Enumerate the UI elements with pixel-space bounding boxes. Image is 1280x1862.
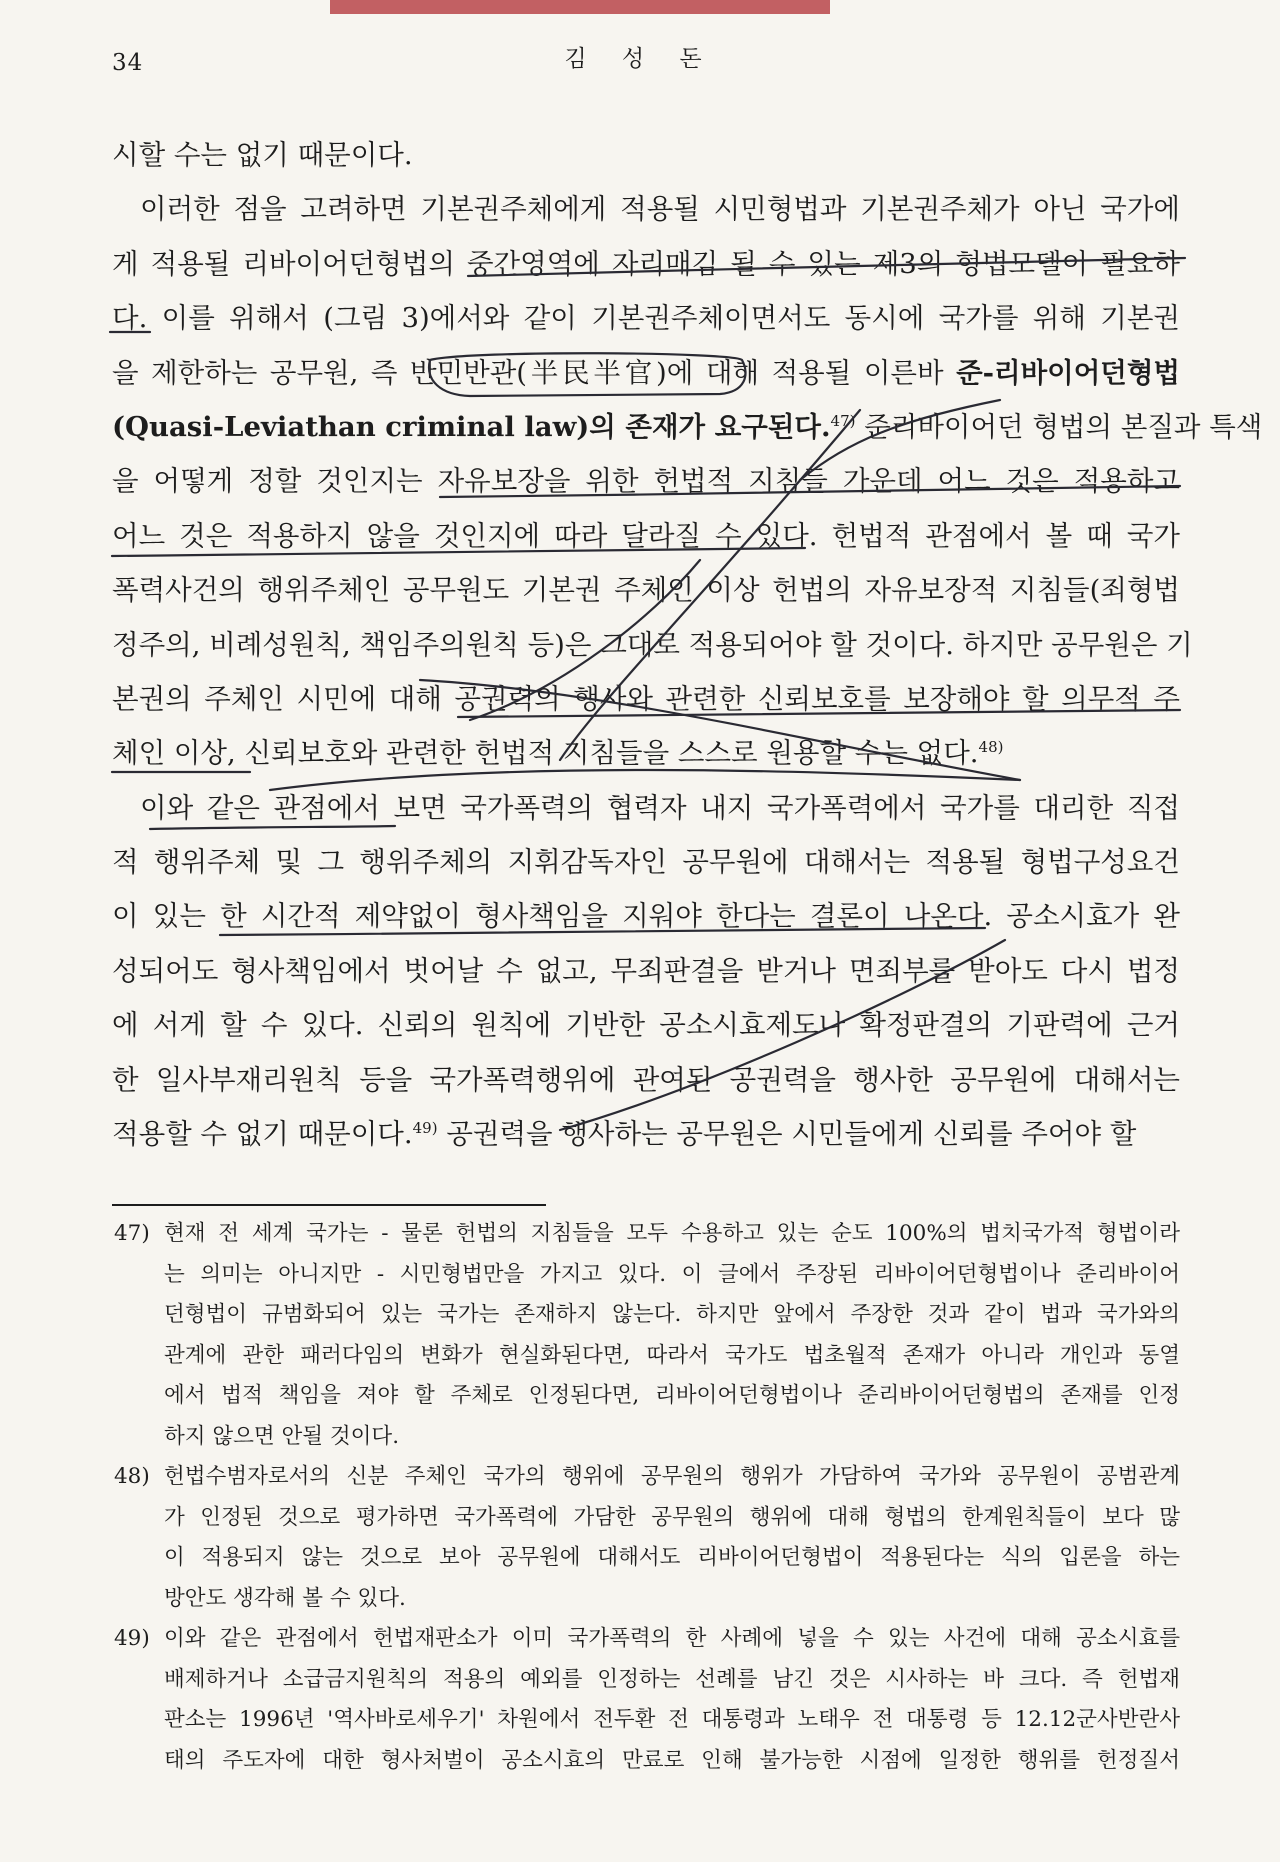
body-line-text: 을 제한하는 공무원, 즉 반민반관(半民半官)에 대해 적용될 이른바 — [112, 356, 957, 389]
body-line — [112, 726, 1180, 780]
body-line: 어느 것은 적용하지 않을 것인지에 따라 달라질 수 있다. 헌법적 관점에서 볼 때 국가 — [112, 519, 1180, 552]
footnote-line: 에서 법적 책임을 져야 할 주체로 인정된다면, 리바이어던형법이나 준리바이어던형법의 존재를 인정 — [164, 1383, 1180, 1408]
body-line: 시할 수는 없기 때문이다. — [112, 139, 413, 171]
body-line — [112, 400, 1263, 454]
body-line: 을 어떻게 정할 것인지는 자유보장을 위한 헌법적 지침들 가운데 어느 것은 적용하고 — [112, 465, 1180, 498]
footnote-line: 관계에 관한 패러다임의 변화가 현실화된다면, 따라서 국가도 법초월적 존재가 아니라 개인과 동열 — [164, 1342, 1180, 1368]
footnote-line: 현재 전 세계 국가는 - 물론 헌법의 지침들을 모두 수용하고 있는 순도 100%의 법치국가적 형법이라 — [164, 1221, 1180, 1246]
body-line: 에 서게 할 수 있다. 신뢰의 원칙에 기반한 공소시효제도나 확정판결의 기판력에 근거 — [112, 1009, 1180, 1042]
body-line-text: (Quasi-Leviathan criminal law)의 존재가 요구된다. — [112, 410, 831, 443]
footnote-number: 49) — [114, 1626, 150, 1651]
body-line-text: 적용할 수 없기 때문이다. — [112, 1118, 413, 1151]
footnote-number: 47) — [114, 1221, 150, 1246]
bold-term: 준-리바이어던형법 — [956, 356, 1180, 389]
running-head-author: 김 성 돈 — [564, 46, 716, 72]
footnotes — [112, 1204, 1180, 1781]
footnote-ref: 49) — [412, 1118, 438, 1137]
footnote-line: 던형법이 규범화되어 있는 국가는 존재하지 않는다. 하지만 앞에서 주장한 것과 같이 법과 국가와의 — [164, 1302, 1180, 1327]
body-line — [112, 346, 1180, 400]
footnote-line: 배제하거나 소급금지원칙의 적용의 예외를 인정하는 선례를 남긴 것은 시사하는 바 크다. 즉 헌법재 — [164, 1666, 1180, 1692]
footnote-number: 48) — [114, 1464, 150, 1489]
footnote-line: 이와 같은 관점에서 헌법재판소가 이미 국가폭력의 한 사례에 넣을 수 있는 사건에 대해 공소시효를 — [164, 1626, 1180, 1651]
footnote-line: 가 인정된 것으로 평가하면 국가폭력에 가담한 공무원의 행위에 대해 형법의 한계원칙들이 보다 많 — [164, 1504, 1180, 1530]
body-line-text: 체인 이상, 신뢰보호와 관련한 헌법적 지침들을 스스로 원용할 수는 없다. — [112, 737, 979, 770]
footnote-line: 이 적용되지 않는 것으로 보아 공무원에 대해서도 리바이어던형법이 적용된다는 식의 입론을 하는 — [164, 1545, 1180, 1570]
footnote-48 — [112, 1457, 1180, 1619]
footnote-ref: 47) — [830, 411, 856, 430]
body-line: 성되어도 형사책임에서 벗어날 수 없고, 무죄판결을 받거나 면죄부를 받아도 다시 법정 — [112, 954, 1180, 987]
body-line-text: 공권력을 행사하는 공무원은 시민들에게 신뢰를 주어야 할 — [437, 1118, 1137, 1151]
body-line: 정주의, 비례성원칙, 책임주의원칙 등)은 그대로 적용되어야 할 것이다. 하지만 공무원은 기 — [112, 628, 1193, 661]
body-line: 본권의 주체인 시민에 대해 공권력의 행사와 관련한 신뢰보호를 보장해야 할 의무적 주 — [112, 682, 1180, 715]
footnote-line: 는 의미는 아니지만 - 시민형법만을 가지고 있다. 이 글에서 주장된 리바이어던형법이나 준리바이어 — [164, 1261, 1180, 1287]
body-text — [112, 128, 1263, 1161]
body-line-text: 준리바이어던 형법의 본질과 특색 — [855, 410, 1263, 443]
body-line: 적 행위주체 및 그 행위주체의 지휘감독자인 공무원에 대해서는 적용될 형법구성요건 — [112, 846, 1180, 879]
page-number: 34 — [112, 50, 144, 76]
footnote-rule — [112, 1204, 546, 1206]
footnote-47 — [112, 1214, 1180, 1457]
body-line: 게 적용될 리바이어던형법의 중간영역에 자리매김 될 수 있는 제3의 형법모델이 필요하 — [112, 247, 1180, 280]
footnote-ref: 48) — [978, 738, 1004, 757]
body-line: 이러한 점을 고려하면 기본권주체에게 적용될 시민형법과 기본권주체가 아닌 국가에 — [140, 193, 1180, 226]
footnote-line: 판소는 1996년 '역사바로세우기' 차원에서 전두환 전 대통령과 노태우 전 대통령 등 12.12군사반란사 — [164, 1707, 1180, 1732]
footnote-line: 방안도 생각해 볼 수 있다. — [164, 1585, 406, 1611]
body-line: 폭력사건의 행위주체인 공무원도 기본권 주체인 이상 헌법의 자유보장적 지침들(죄형법 — [112, 574, 1180, 607]
red-tape-strip — [330, 0, 830, 14]
body-line: 다. 이를 위해서 (그림 3)에서와 같이 기본권주체이면서도 동시에 국가를 위해 기본권 — [112, 302, 1180, 335]
body-line: 이와 같은 관점에서 보면 국가폭력의 협력자 내지 국가폭력에서 국가를 대리한 직접 — [140, 791, 1180, 824]
footnote-line: 하지 않으면 안될 것이다. — [164, 1423, 400, 1449]
body-line: 한 일사부재리원칙 등을 국가폭력행위에 관여된 공권력을 행사한 공무원에 대해서는 — [112, 1063, 1180, 1096]
footnote-49 — [112, 1619, 1180, 1781]
body-line: 이 있는 한 시간적 제약없이 형사책임을 지워야 한다는 결론이 나온다. 공소시효가 완 — [112, 900, 1180, 933]
body-line — [112, 1107, 1180, 1161]
footnote-line: 헌법수범자로서의 신분 주체인 국가의 행위에 공무원의 행위가 가담하여 국가와 공무원이 공범관계 — [164, 1464, 1180, 1489]
footnote-line: 태의 주도자에 대한 형사처벌이 공소시효의 만료로 인해 불가능한 시점에 일정한 행위를 헌정질서 — [164, 1747, 1180, 1773]
